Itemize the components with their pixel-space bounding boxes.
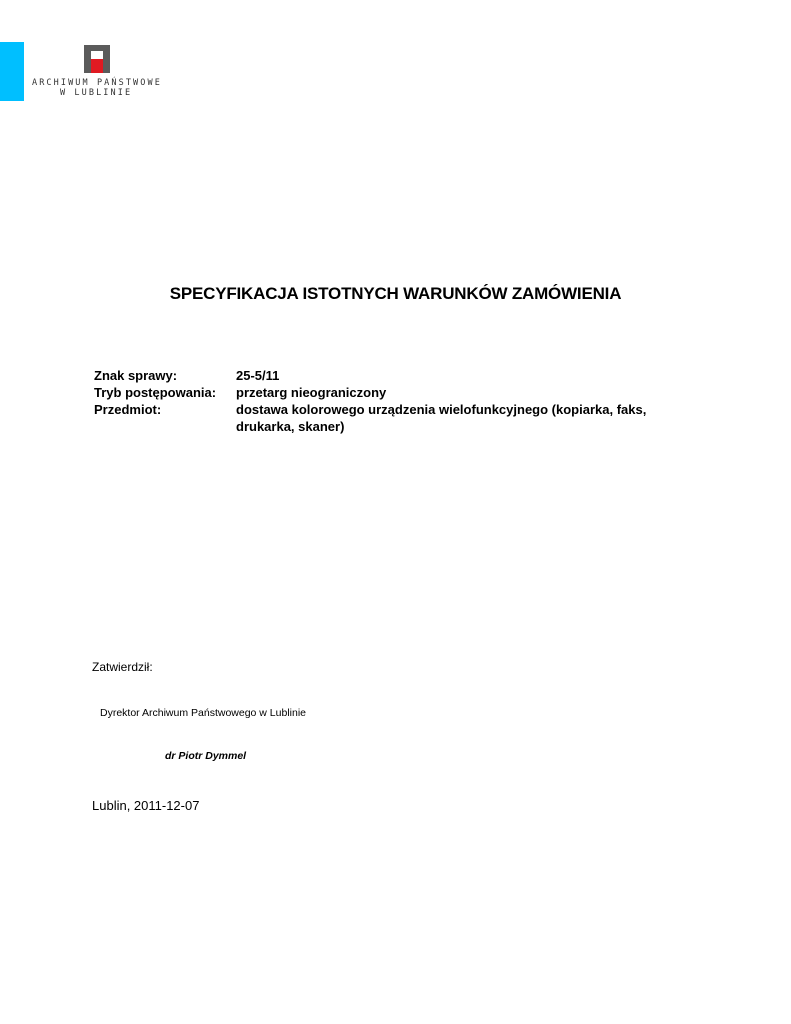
accent-bar [0, 42, 24, 101]
logo-red-square [91, 59, 103, 73]
field-label: Znak sprawy: [94, 368, 178, 383]
field-label: Tryb postępowania: [94, 385, 217, 400]
field-value: 25-5/11 [236, 368, 280, 383]
director-title: Dyrektor Archiwum Państwowego w Lublinie [100, 707, 307, 719]
logo-text-line1: ARCHIWUM PAŃSTWOWE [32, 78, 162, 88]
field-value: przetarg nieograniczony [236, 385, 387, 400]
approved-label: Zatwierdził: [92, 660, 153, 674]
document-title: SPECYFIKACJA ISTOTNYCH WARUNKÓW ZAMÓWIENIA [169, 284, 622, 303]
field-label: Przedmiot: [94, 402, 162, 417]
place-date: Lublin, 2011-12-07 [92, 798, 200, 813]
signer-name: dr Piotr Dymmel [165, 750, 247, 762]
field-value: dostawa kolorowego urządzenia wielofunkcyjnego (kopiarka, faks, drukarka, skaner) [236, 402, 647, 434]
archive-logo-icon [84, 45, 110, 73]
logo-text-line2: W LUBLINIE [60, 88, 133, 98]
